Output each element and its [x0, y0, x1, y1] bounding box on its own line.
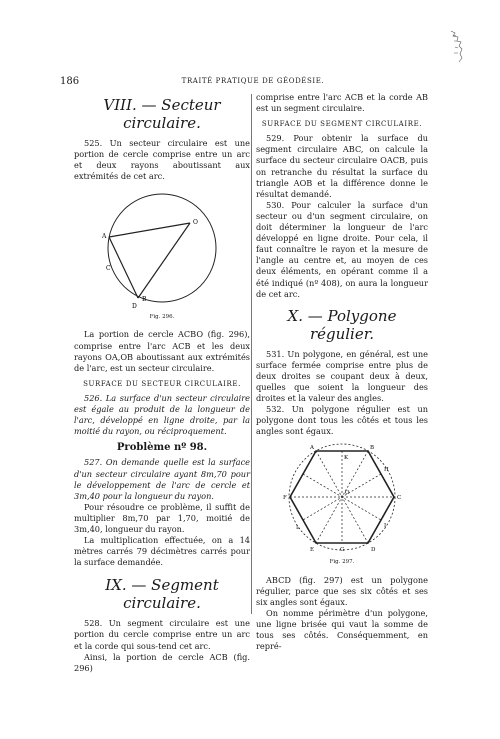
subheading-surface-secteur: SURFACE DU SECTEUR CIRCULAIRE.	[83, 379, 241, 388]
paragraph-525: 525. Un secteur circulaire est une portion de cercle comprise entre un arc et deux rayons aboutissant aux extrémités de cet arc.	[74, 138, 250, 182]
fig296-label-b: B	[142, 296, 147, 304]
subheading-surface-segment: SURFACE DU SEGMENT CIRCULAIRE.	[261, 120, 423, 129]
paragraph-527: 527. On demande quelle est la surface d'un secteur circulaire ayant 8m,70 pour le développement de l'arc de cercle et 3m,40 pour la longueur du rayon.	[74, 457, 250, 501]
paragraph-perimetre: On nomme périmètre d'un polygone, une ligne brisée qui vaut la somme de tous ses côtés. Conséquemment, en repré-	[256, 607, 428, 652]
fig296-label-o: O	[193, 219, 198, 227]
fig296-label-c: C	[106, 265, 111, 273]
page-corner-mark	[423, 25, 463, 75]
paragraph-529: 529. Pour obtenir la surface du segment circulaire ABC, on calcule la surface du secteur circulaire OACB, puis on retranche du résultat la surface du triangle AOB et la différence donne le résultat demandé.	[256, 133, 428, 199]
fig297-label-h: H	[384, 467, 389, 474]
paragraph-resoudre: Pour résoudre ce problème, il suffit de multiplier 8m,70 par 1,70, moitié de 3m,40, longueur du rayon.	[74, 501, 250, 534]
figure-297-caption: Fig. 297.	[329, 559, 355, 566]
page-number: 186	[60, 76, 80, 87]
column-divider	[251, 94, 252, 614]
paragraph-528: 528. Un segment circulaire est une portion du cercle comprise entre un arc et la corde qui sous-tend cet arc.	[74, 618, 250, 651]
paragraph-532: 532. Un polygone régulier est un polygone dont tous les côtés et tous les angles sont égaux.	[256, 404, 428, 437]
figure-296-sector-diagram	[102, 184, 222, 312]
fig297-label-d: D	[371, 547, 376, 554]
fig297-label-a: A	[310, 445, 314, 452]
paragraph-531: 531. Un polygone, en général, est une surface fermée comprise entre plus de deux droites se coupant deux à deux, quelles que soient la longueur des droites et la valeur des angles.	[256, 348, 428, 404]
fig297-label-e: E	[310, 547, 315, 554]
heading-secteur-circulaire: VIII. — Secteur circulaire.	[103, 96, 221, 132]
paragraph-ainsi: Ainsi, la portion de cercle ACB (fig. 296)	[74, 651, 250, 673]
fig297-label-l: L	[296, 525, 300, 532]
fig297-label-b: B	[370, 445, 375, 452]
paragraph-continuation: comprise entre l'arc ACB et la corde AB est un segment circulaire.	[256, 92, 428, 114]
right-column	[256, 92, 428, 652]
figure-297-hexagon-diagram	[272, 439, 412, 557]
paragraph-abcd: ABCD (fig. 297) est un polygone régulier, parce que ses six côtés et ses six angles sont égaux.	[256, 574, 428, 607]
paragraph-530: 530. Pour calculer la surface d'un secteur ou d'un segment circulaire, on doit déterminer la longueur de l'arc développé en ligne droite. Pour cela, il faut connaître le rayon et la mesure de l'angle au centre et, au moyen de ces deux éléments, en opérant comme il a été indiqué (nº 408), on aura la longueur de cet arc.	[256, 199, 428, 299]
heading-segment-circulaire: IX. — Segment circulaire.	[105, 576, 219, 613]
fig296-label-d: D	[132, 303, 137, 311]
fig297-label-i: I	[384, 523, 387, 530]
fig297-label-o: O	[345, 490, 350, 497]
heading-polygone-regulier: X. — Polygone régulier.	[287, 306, 397, 343]
page-header	[60, 76, 446, 90]
paragraph-526: 526. La surface d'un secteur circulaire est égale au produit de la longueur de l'arc, développé en ligne droite, par la moitié du rayon, ou réciproquement.	[74, 392, 250, 437]
fig297-label-c: C	[397, 495, 402, 502]
running-title: TRAITÉ PRATIQUE DE GÉODÉSIE.	[181, 77, 325, 85]
fig297-label-f: F	[283, 495, 287, 502]
fig297-label-k: K	[344, 455, 349, 462]
fig297-label-g: G	[340, 547, 345, 554]
figure-296-caption: Fig. 296.	[149, 314, 175, 321]
paragraph-multiplication: La multiplication effectuée, on a 14 mètres carrés 79 décimètres carrés pour la surface demandée.	[74, 535, 250, 568]
paragraph-acbo: La portion de cercle ACBO (fig. 296), comprise entre l'arc ACB et les deux rayons OA,OB aboutissant aux extrémités de l'arc, est un secteur circulaire.	[74, 329, 250, 373]
left-column	[74, 92, 250, 674]
fig296-label-a: A	[102, 233, 107, 241]
probleme-98-heading: Problème nº 98.	[116, 442, 208, 454]
